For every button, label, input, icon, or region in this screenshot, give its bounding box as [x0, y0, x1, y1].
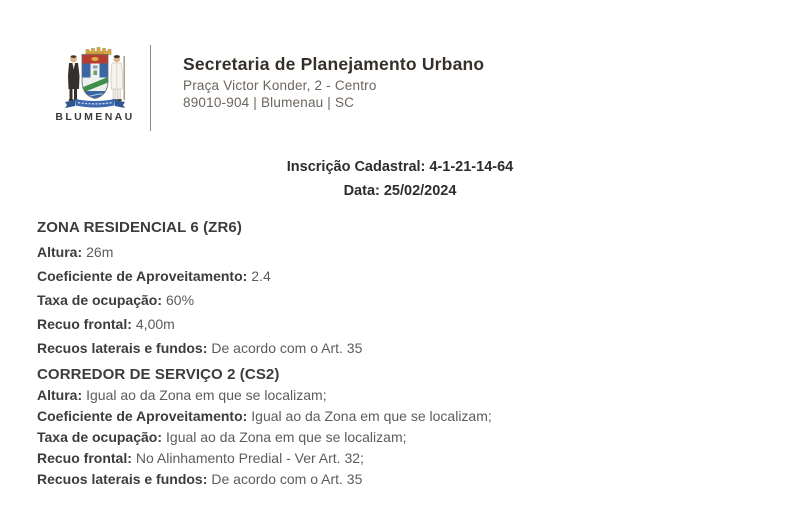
attribute-value: 4,00m: [135, 316, 175, 332]
zone-attribute-row: [37, 288, 362, 312]
address-line-2: 89010-904 | Blumenau | SC: [183, 94, 355, 110]
attribute-label: Recuo frontal:: [37, 316, 132, 332]
attribute-value: De acordo com o Art. 35: [211, 340, 363, 356]
zone-attribute-row: [37, 312, 362, 336]
zone-attribute-row: [37, 336, 362, 360]
zone-attribute-row: [37, 385, 492, 406]
attribute-label: Coeficiente de Aproveitamento:: [37, 268, 248, 284]
zone-attribute-row: [37, 264, 362, 288]
inscription-value: 4-1-21-14-64: [429, 159, 514, 175]
org-address: [183, 78, 484, 111]
zone-section-cs2: [37, 364, 492, 490]
date-line: [0, 179, 800, 203]
registry-info: [0, 155, 800, 203]
zone-attribute-row: [37, 427, 492, 448]
zone-attribute-row: [37, 240, 362, 264]
zone-attribute-row: [37, 469, 492, 490]
attribute-label: Altura:: [37, 387, 83, 403]
attribute-value: Igual ao da Zona em que se localizam;: [166, 429, 407, 445]
blumenau-logo: [53, 44, 137, 123]
zone-title: ZONA RESIDENCIAL 6 (ZR6): [37, 219, 242, 236]
inscription-line: [0, 155, 800, 179]
attribute-label: Taxa de ocupação:: [37, 292, 163, 308]
attribute-label: Altura:: [37, 244, 83, 260]
address-line-1: Praça Victor Konder, 2 - Centro: [183, 78, 377, 93]
attribute-value: Igual ao da Zona em que se localizam;: [251, 408, 492, 424]
attribute-value: 26m: [86, 244, 114, 260]
inscription-label: Inscrição Cadastral:: [286, 159, 426, 175]
attribute-value: 60%: [166, 292, 195, 308]
zone-attribute-row: [37, 406, 492, 427]
attribute-label: Recuo frontal:: [37, 450, 132, 466]
attribute-value: Igual ao da Zona em que se localizam;: [86, 387, 327, 403]
zone-title: CORREDOR DE SERVIÇO 2 (CS2): [37, 366, 280, 383]
date-label: Data:: [343, 183, 380, 199]
header: [183, 53, 484, 111]
attribute-label: Recuos laterais e fundos:: [37, 340, 208, 356]
attribute-value: 2.4: [251, 268, 271, 284]
blumenau-coat-of-arms-icon: [53, 44, 137, 110]
attribute-label: Coeficiente de Aproveitamento:: [37, 408, 248, 424]
logo-caption: BLUMENAU: [55, 111, 135, 123]
zone-attribute-row: [37, 448, 492, 469]
attribute-label: Taxa de ocupação:: [37, 429, 163, 445]
attribute-label: Recuos laterais e fundos:: [37, 471, 208, 487]
attribute-value: No Alinhamento Predial - Ver Art. 32;: [135, 450, 364, 466]
attribute-value: De acordo com o Art. 35: [211, 471, 363, 487]
org-name: Secretaria de Planejamento Urbano: [183, 54, 485, 74]
date-value: 25/02/2024: [383, 183, 457, 199]
header-divider: [150, 45, 151, 131]
zone-section-zr6: [37, 216, 362, 360]
